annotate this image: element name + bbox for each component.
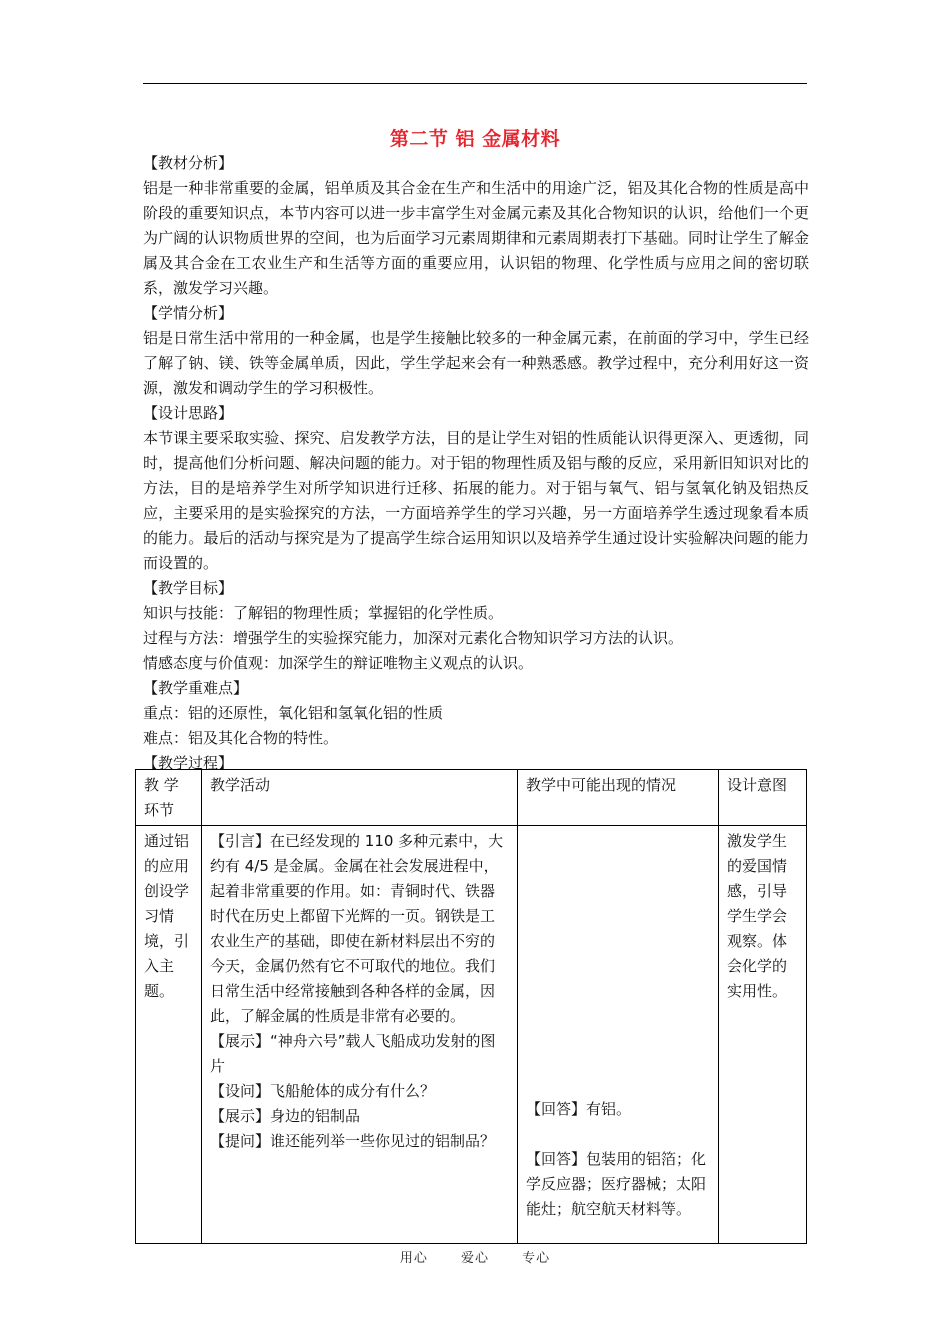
header-situations: 教学中可能出现的情况 (518, 770, 719, 826)
section-heading-material-analysis: 【教材分析】 (143, 154, 234, 172)
situation-answer-2: 【回答】包装用的铝箔；化学反应器；医疗器械；太阳能灶；航空航天材料等。 (526, 1150, 707, 1218)
situation-answer-1: 【回答】有铝。 (526, 1100, 632, 1118)
difficult-point: 难点：铝及其化合物的特性。 (143, 729, 339, 747)
activity-show-spacecraft: 【展示】“神舟六号”载人飞船成功发射的图片 (210, 1032, 496, 1075)
header-stage: 教 学 环节 (136, 770, 202, 826)
paragraph-student-analysis: 铝是日常生活中常用的一种金属，也是学生接触比较多的一种金属元素，在前面的学习中，学生已经了解了钠、镁、铁等金属单质，因此，学生学起来会有一种熟悉感。教学过程中，充分利用好这一资源，激发和调动学生的学习积极性。 (143, 329, 809, 397)
section-heading-key-points: 【教学重难点】 (143, 679, 249, 697)
header-rule (143, 83, 807, 84)
section-heading-objectives: 【教学目标】 (143, 579, 234, 597)
footer-word-2: 爱心 (460, 1251, 489, 1266)
objective-attitude: 情感态度与价值观：加深学生的辩证唯物主义观点的认识。 (143, 654, 534, 672)
document-body (143, 151, 809, 776)
table-row (136, 826, 807, 1244)
cell-intent: 激发学生的爱国情感，引导学生学会观察。体会化学的实用性。 (719, 826, 807, 1244)
teaching-process-table (135, 769, 807, 1244)
activity-ask-examples: 【提问】谁还能列举一些你见过的铝制品？ (210, 1132, 496, 1150)
cell-stage: 通过铝的应用创设学习情境，引入主题。 (136, 826, 202, 1244)
paragraph-design-idea: 本节课主要采取实验、探究、启发教学方法，目的是让学生对铝的性质能认识得更深入、更透彻，同时，提高他们分析问题、解决问题的能力。对于铝的物理性质及铝与酸的反应，采用新旧知识对比的方法，目的是培养学生对所学知识进行迁移、拓展的能力。对于铝与氧气、铝与氢氧化钠及铝热反应，主要采用的是实验探究的方法，一方面培养学生的学习兴趣，另一方面培养学生透过现象看本质的能力。最后的活动与探究是为了提高学生综合运用知识以及培养学生通过设计实验解决问题的能力而设置的。 (143, 429, 809, 572)
situation-spacer (526, 1122, 710, 1147)
activity-show-aluminum-products: 【展示】身边的铝制品 (210, 1107, 361, 1125)
activity-question-cabin: 【设问】飞船舱体的成分有什么？ (210, 1082, 436, 1100)
footer-word-3: 专心 (522, 1251, 551, 1266)
section-heading-student-analysis: 【学情分析】 (143, 304, 234, 322)
cell-activities (202, 826, 518, 1244)
cell-situations (518, 826, 719, 1244)
section-heading-process: 【教学过程】 (143, 754, 234, 772)
objective-knowledge: 知识与技能：了解铝的物理性质；掌握铝的化学性质。 (143, 604, 504, 622)
section-heading-design-idea: 【设计思路】 (143, 404, 234, 422)
table-header-row (136, 770, 807, 826)
paragraph-material-analysis: 铝是一种非常重要的金属，铝单质及其合金在生产和生活中的用途广泛，铝及其化合物的性质是高中阶段的重要知识点，本节内容可以进一步丰富学生对金属元素及其化合物知识的认识，给他们一个更为广阔的认识物质世界的空间，也为后面学习元素周期律和元素周期表打下基础。同时让学生了解金属及其合金在工农业生产和生活等方面的重要应用，认识铝的物理、化学性质与应用之间的密切联系，激发学习兴趣。 (143, 179, 809, 297)
page-title: 第二节 铝 金属材料 (389, 128, 561, 150)
activity-intro: 【引言】在已经发现的 110 多种元素中，大约有 4/5 是金属。金属在社会发展进程中，起着非常重要的作用。如：青铜时代、铁器时代在历史上都留下光辉的一页。钢铁是工农业生产的基础，即使在新材料层出不穷的今天，金属仍然有它不可取代的地位。我们日常生活中经常接触到各种各样的金属，因此，了解金属的性质是非常有必要的。 (210, 832, 504, 1025)
footer-word-1: 用心 (399, 1251, 428, 1266)
page-footer (0, 1247, 950, 1266)
objective-process: 过程与方法：增强学生的实验探究能力，加深对元素化合物知识学习方法的认识。 (143, 629, 684, 647)
header-activities: 教学活动 (202, 770, 518, 826)
key-point: 重点：铝的还原性，氧化铝和氢氧化铝的性质 (143, 704, 444, 722)
header-intent: 设计意图 (719, 770, 807, 826)
